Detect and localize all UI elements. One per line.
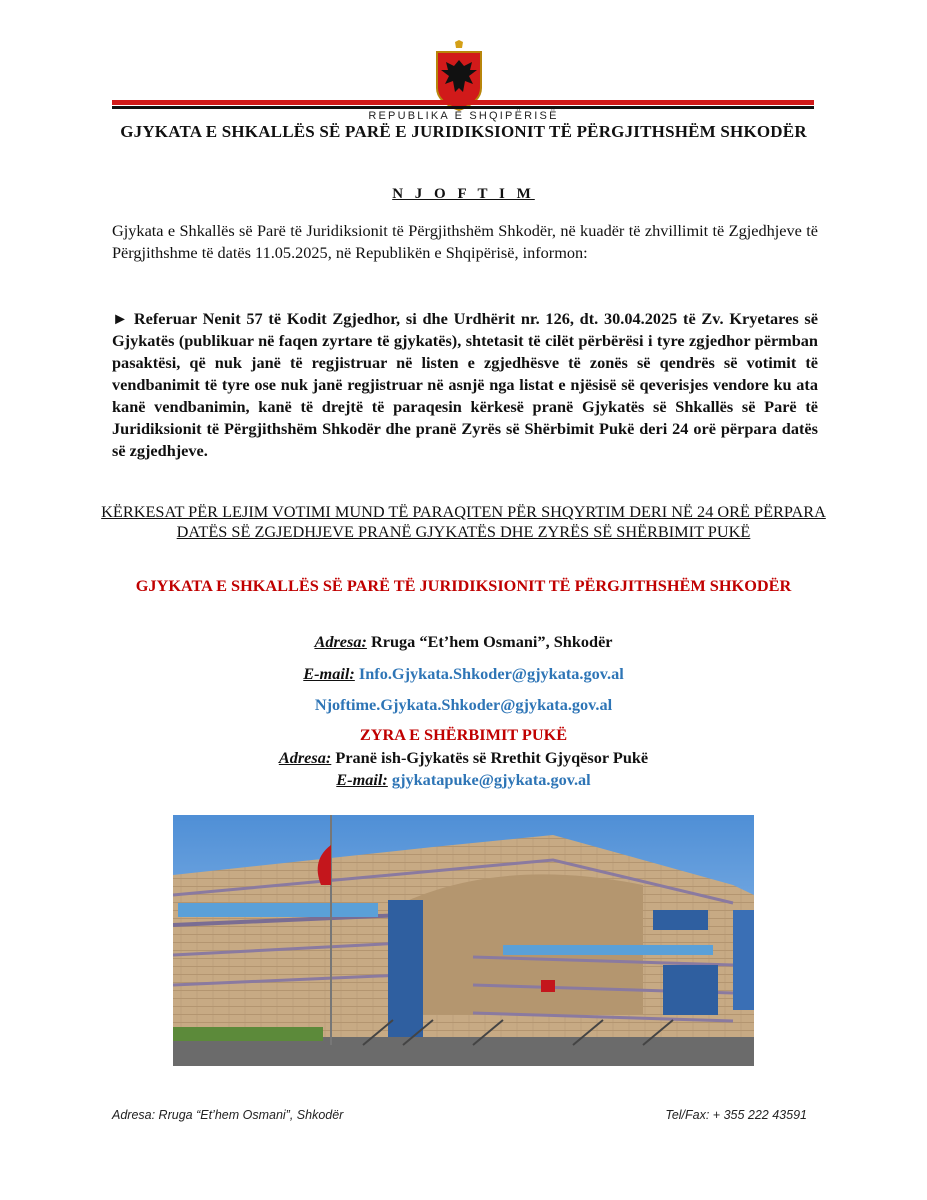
- court-address: Rruga “Et’hem Osmani”, Shkodër: [371, 632, 613, 651]
- intro-paragraph: Gjykata e Shkallës së Parë të Juridiksionit të Përgjithshëm Shkodër, në kuadër të zhvillimit të Zgjedhjeve të Përgjithshme të datës 11.05.2025, në Republikën e Shqipërisë, informon:: [112, 221, 818, 262]
- court-email-link-1[interactable]: Info.Gjykata.Shkoder@gjykata.gov.al: [358, 664, 624, 683]
- office-name-red: ZYRA E SHËRBIMIT PUKË: [359, 725, 568, 744]
- court-header-title: GJYKATA E SHKALLËS SË PARË E JURIDIKSIONIT TË PËRGJITHSHËM SHKODËR: [120, 122, 807, 141]
- main-paragraph-text: Referuar Nenit 57 të Kodit Zgjedhor, si dhe Urdhërit nr. 126, dt. 30.04.2025 të Zv. Kryetares së Gjykatës (publikuar në faqen zyrtare të gjykatës), shtetasit të cilët përbërësi i tyre zgjedhor përmban pasaktësi, që nuk janë të regjistruar në listen e zgjedhësve të zonës së qendrës së votimit të vendbanimit të tyre ose nuk janë regjistruar në asnjë nga listat e njësisë së qeverisjes vendore ku ata kanë vendbanimin, kanë të drejtë të paraqesin kërkesë pranë Gjykatës së Shkallës së Parë të Juridiksionit të Përgjithshëm Shkodër dhe pranë Zyrës së Shërbimit Pukë deri 24 orë përpara datës së zgjedhjeve.: [112, 309, 818, 460]
- court-address-line: [0, 632, 927, 652]
- court-email-link-2[interactable]: Njoftime.Gjykata.Shkoder@gjykata.gov.al: [314, 695, 613, 714]
- court-email-line-2: [0, 695, 927, 715]
- court-building-photo: [173, 815, 754, 1066]
- main-paragraph: [112, 308, 818, 462]
- header-black-rule: [112, 106, 814, 109]
- footer-address: Adresa: Rruga “Et’hem Osmani”, Shkodër: [112, 1108, 344, 1122]
- court-name-red: GJYKATA E SHKALLËS SË PARË TË JURIDIKSIONIT TË PËRGJITHSHËM SHKODËR: [135, 576, 792, 595]
- office-address-line: [0, 748, 927, 768]
- office-address: Pranë ish-Gjykatës së Rrethit Gjyqësor Pukë: [335, 748, 649, 767]
- office-address-label: Adresa:: [278, 748, 332, 767]
- footer-phone: Tel/Fax: + 355 222 43591: [665, 1108, 807, 1122]
- header-red-rule: [112, 100, 814, 105]
- office-email-line: [0, 770, 927, 790]
- office-email-link[interactable]: gjykatapuke@gjykata.gov.al: [391, 770, 591, 789]
- request-deadline-notice: KËRKESAT PËR LEJIM VOTIMI MUND TË PARAQITEN PËR SHQYRTIM DERI NË 24 ORË PËRPARA DATËS SË ZGJEDHJEVE PRANË GJYKATËS DHE ZYRËS SË SHËRBIMIT PUKË: [101, 502, 826, 541]
- notice-title: N J O F T I M: [392, 186, 535, 202]
- office-email-label: E-mail:: [336, 770, 388, 789]
- republic-label: REPUBLIKA E SHQIPËRISË: [368, 110, 559, 122]
- court-address-label: Adresa:: [314, 632, 367, 651]
- court-email-label: E-mail:: [303, 664, 355, 683]
- court-email-line: [0, 664, 927, 684]
- bullet-arrow-icon: ►: [112, 309, 129, 328]
